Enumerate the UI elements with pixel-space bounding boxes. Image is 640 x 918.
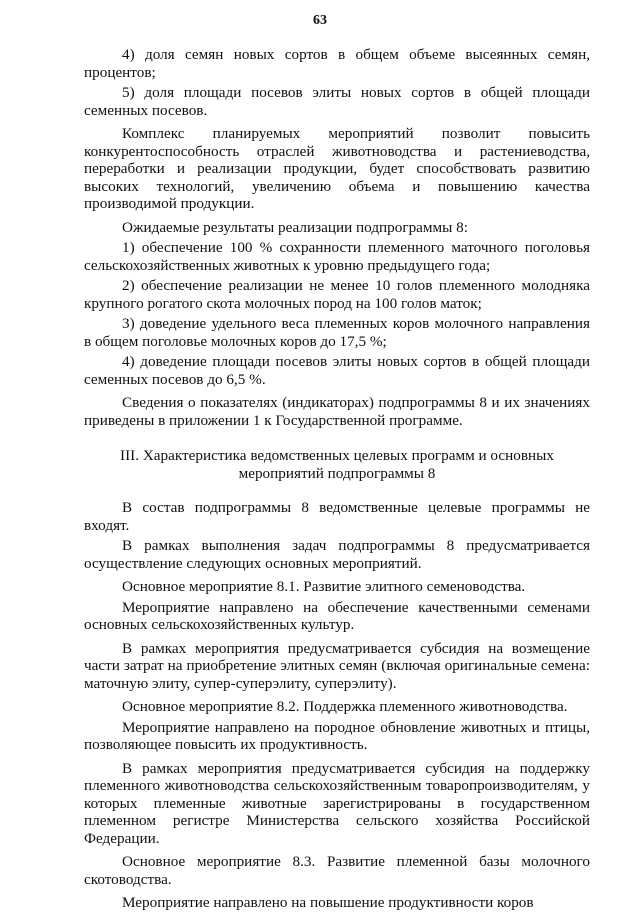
paragraph: Мероприятие направлено на повышение продуктивности коров [122, 894, 534, 911]
paragraph: 1) обеспечение 100 % сохранности племенного маточного поголовья сельскохозяйственных животных к уровню предыдущего года; [84, 239, 590, 274]
paragraph: 5) доля площади посевов элиты новых сортов в общей площади семенных посевов. [84, 84, 590, 119]
paragraph: Мероприятие направлено на обеспечение качественными семенами основных сельскохозяйственных культур. [84, 598, 590, 633]
page-body [84, 46, 590, 918]
paragraph: Основное мероприятие 8.3. Развитие племенной базы молочного скотоводства. [84, 853, 590, 888]
paragraph: 4) доведение площади посевов элиты новых сортов в общей площади семенных посевов до 6,5 %. [84, 353, 590, 388]
section-heading: III. Характеристика ведомственных целевых программ и основных мероприятий подпрограммы 8 [120, 447, 554, 482]
paragraph: В рамках мероприятия предусматривается субсидия на поддержку племенного животноводства сельскохозяйственным товаропроизводителям, у которых племенные животные зарегистрированы в государственном племенном регистре Министерства сельского хозяйства Российской Федерации. [84, 759, 590, 847]
paragraph: Основное мероприятие 8.2. Поддержка племенного животноводства. [122, 698, 568, 715]
paragraph: В рамках мероприятия предусматривается субсидия на возмещение части затрат на приобретение элитных семян (включая оригинальные семена: маточную элиту, супер-суперэлиту, суперэлиту). [84, 639, 590, 692]
paragraph: Мероприятие направлено на породное обновление животных и птицы, позволяющее повысить их продуктивность. [84, 718, 590, 753]
page-number: 63 [313, 13, 327, 28]
paragraph: Сведения о показателях (индикаторах) подпрограммы 8 и их значениях приведены в приложении 1 к Государственной программе. [84, 394, 590, 429]
paragraph: Основное мероприятие 8.1. Развитие элитного семеноводства. [122, 578, 526, 595]
paragraph: Ожидаемые результаты реализации подпрограммы 8: [122, 218, 468, 236]
paragraph: В рамках выполнения задач подпрограммы 8 предусматривается осуществление следующих основных мероприятий. [84, 537, 590, 572]
paragraph: Комплекс планируемых мероприятий позволит повысить конкурентоспособность отраслей животноводства и растениеводства, переработки и реализации продукции, будет способствовать развитию высоких технологий, увеличению объема и повышению качества производимой продукции. [84, 125, 590, 212]
paragraph: 2) обеспечение реализации не менее 10 голов племенного молодняка крупного рогатого скота молочных пород на 100 голов маток; [84, 277, 590, 312]
paragraph: В состав подпрограммы 8 ведомственные целевые программы не входят. [84, 499, 590, 534]
paragraph: 3) доведение удельного веса племенных коров молочного направления в общем поголовье молочных коров до 17,5 %; [84, 315, 590, 350]
paragraph: 4) доля семян новых сортов в общем объеме высеянных семян, процентов; [84, 46, 590, 81]
